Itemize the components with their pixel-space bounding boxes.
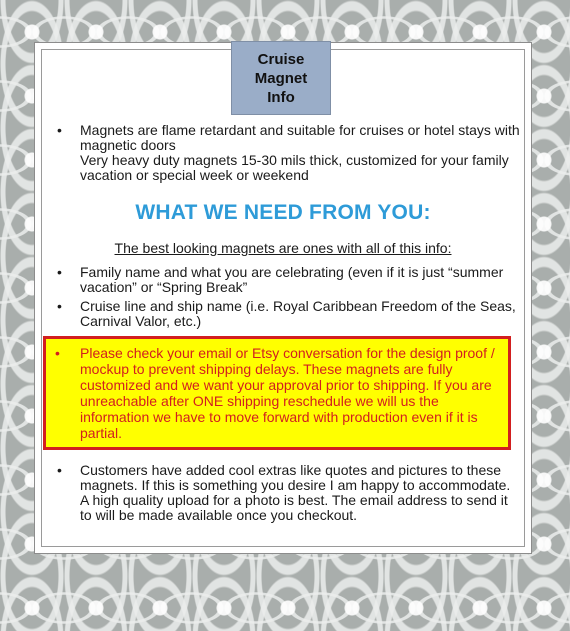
- title-box: [231, 41, 331, 115]
- bullet-icon: •: [55, 345, 60, 361]
- title-line-3: Info: [267, 88, 295, 106]
- notice-box: [43, 336, 511, 450]
- list-item: [49, 299, 521, 329]
- intro-line-1: Magnets are flame retardant and suitable for cruises or hotel stays with magnetic doors: [80, 122, 520, 153]
- requirements-list: [49, 265, 521, 333]
- list-item: [49, 123, 521, 183]
- intro-list: [49, 123, 521, 183]
- requirement-text: Cruise line and ship name (i.e. Royal Caribbean Freedom of the Seas, Carnival Valor, etc.): [80, 298, 516, 329]
- bullet-icon: •: [57, 462, 62, 478]
- section-subheading: The best looking magnets are ones with all of this info:: [114, 240, 452, 256]
- extras-list: [49, 463, 521, 523]
- title-line-2: Magnet: [254, 69, 308, 87]
- intro-line-2: Very heavy duty magnets 15-30 mils thick, customized for your family vacation or special week or weekend: [80, 152, 509, 183]
- notice-text: Please check your email or Etsy conversation for the design proof / mockup to prevent shipping delays. These magnets are fully customized and we want your approval prior to shipping. If you are unreachable after ONE shipping reschedule we will us the information we have to move forward with production even if it is partial.: [80, 345, 495, 441]
- list-item: [49, 265, 521, 295]
- list-item: [49, 463, 521, 523]
- info-panel: [34, 42, 532, 554]
- bullet-icon: •: [57, 264, 62, 280]
- extras-text: Customers have added cool extras like quotes and pictures to these magnets. If this is something you desire I am happy to accommodate. A high quality upload for a photo is best. The email address to send it to will be made available once you checkout.: [80, 462, 511, 523]
- bullet-icon: •: [57, 298, 62, 314]
- title-line-1: Cruise: [257, 50, 305, 68]
- section-heading: WHAT WE NEED FROM YOU:: [135, 201, 431, 224]
- bullet-icon: •: [57, 122, 62, 138]
- requirement-text: Family name and what you are celebrating (even if it is just “summer vacation” or “Spring Break”: [80, 264, 504, 295]
